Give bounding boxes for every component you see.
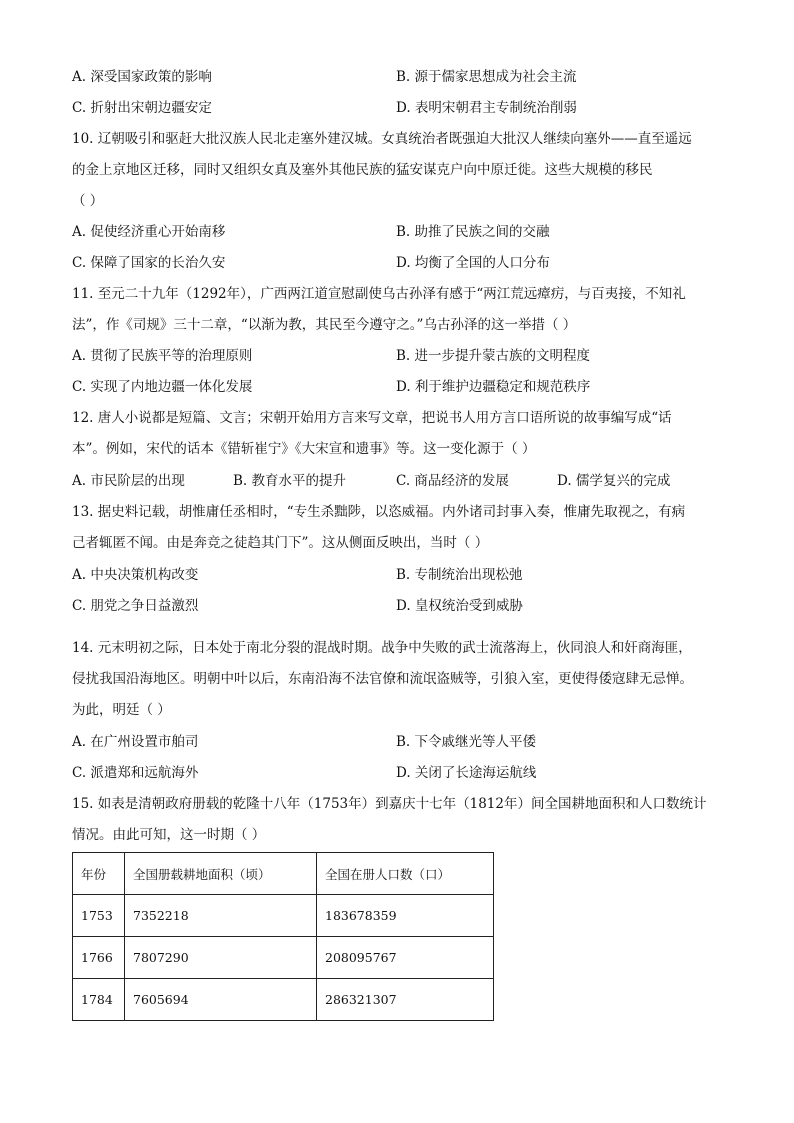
q12-stem-line-2: 本”。例如，宋代的话本《错斩崔宁》《大宋宣和遗事》等。这一变化源于（ ）	[72, 441, 536, 457]
table-cell-population: 286321307	[317, 979, 494, 1021]
q9-option-b[interactable]: B. 源于儒家思想成为社会主流	[396, 69, 577, 85]
table-header-cell: 年份	[73, 853, 125, 895]
table-header-cell: 全国在册人口数（口）	[317, 853, 494, 895]
q15-data-table	[72, 852, 494, 1021]
q14-option-b[interactable]: B. 下令戚继光等人平倭	[396, 734, 537, 750]
table-cell-population: 208095767	[317, 937, 494, 979]
q11-stem-line-1: 11. 至元二十九年（1292年），广西两江道宣慰副使乌古孙泽有感于“两江荒远瘴疠，与百夷接，不知礼	[72, 286, 686, 302]
q10-stem-line-2: 的金上京地区迁移，同时又组织女真及塞外其他民族的猛安谋克户向中原迁徙。这些大规模的移民	[72, 162, 653, 178]
q11-option-b[interactable]: B. 进一步提升蒙古族的文明程度	[396, 348, 591, 364]
table-cell-land: 7807290	[125, 937, 317, 979]
q15-stem-line-1: 15. 如表是清朝政府册载的乾隆十八年（1753年）到嘉庆十七年（1812年）间全国耕地面积和人口数统计	[72, 796, 707, 812]
q9-option-c[interactable]: C. 折射出宋朝边疆安定	[72, 100, 212, 116]
table-cell-year: 1753	[73, 895, 125, 937]
q10-stem-line-3: （ ）	[72, 193, 104, 209]
q15-stem-line-2: 情况。由此可知，这一时期（ ）	[72, 827, 266, 843]
q12-option-a[interactable]: A. 市民阶层的出现	[72, 473, 185, 489]
q11-option-c[interactable]: C. 实现了内地边疆一体化发展	[72, 379, 253, 395]
q14-option-d[interactable]: D. 关闭了长途海运航线	[396, 765, 537, 781]
q14-option-a[interactable]: A. 在广州设置市舶司	[72, 734, 199, 750]
table-cell-year: 1784	[73, 979, 125, 1021]
q14-option-c[interactable]: C. 派遣郑和远航海外	[72, 765, 199, 781]
q12-option-c[interactable]: C. 商品经济的发展	[396, 473, 509, 489]
table-row	[73, 979, 494, 1021]
q14-stem-line-2: 侵扰我国沿海地区。明朝中叶以后，东南沿海不法官僚和流氓盗贼等，引狼入室，更使得倭寇肆无忌惮。	[72, 671, 693, 687]
q11-option-a[interactable]: A. 贯彻了民族平等的治理原则	[72, 348, 253, 364]
q10-option-b[interactable]: B. 助推了民族之间的交融	[396, 224, 550, 240]
q10-option-d[interactable]: D. 均衡了全国的人口分布	[396, 255, 550, 271]
table-cell-year: 1766	[73, 937, 125, 979]
q13-option-d[interactable]: D. 皇权统治受到威胁	[396, 598, 523, 614]
q14-stem-line-3: 为此，明廷（ ）	[72, 702, 171, 718]
q13-option-c[interactable]: C. 朋党之争日益激烈	[72, 598, 199, 614]
q11-option-d[interactable]: D. 利于维护边疆稳定和规范秩序	[396, 379, 591, 395]
q13-option-b[interactable]: B. 专制统治出现松弛	[396, 567, 523, 583]
table-cell-land: 7605694	[125, 979, 317, 1021]
q14-stem-line-1: 14. 元末明初之际，日本处于南北分裂的混战时期。战争中失败的武士流落海上，伙同浪人和奸商海匪，	[72, 640, 692, 656]
q11-stem-line-2: 法”，作《司规》三十二章，“以渐为教，其民至今遵守之。”乌古孙泽的这一举措（ ）	[72, 317, 577, 333]
table-header-row	[73, 853, 494, 895]
q12-stem-line-1: 12. 唐人小说都是短篇、文言；宋朝开始用方言来写文章，把说书人用方言口语所说的故事编写成“话	[72, 410, 672, 426]
q13-option-a[interactable]: A. 中央决策机构改变	[72, 567, 199, 583]
table-row	[73, 895, 494, 937]
q9-option-a[interactable]: A. 深受国家政策的影响	[72, 69, 212, 85]
q12-option-d[interactable]: D. 儒学复兴的完成	[557, 473, 671, 489]
q9-option-d[interactable]: D. 表明宋朝君主专制统治削弱	[396, 100, 577, 116]
table-cell-land: 7352218	[125, 895, 317, 937]
q10-stem-line-1: 10. 辽朝吸引和驱赶大批汉族人民北走塞外建汉城。女真统治者既强迫大批汉人继续向塞外——直至遥远	[72, 131, 692, 147]
q10-option-c[interactable]: C. 保障了国家的长治久安	[72, 255, 226, 271]
table-row	[73, 937, 494, 979]
q10-option-a[interactable]: A. 促使经济重心开始南移	[72, 224, 226, 240]
q13-stem-line-2: 己者辄匿不闻。由是奔竞之徒趋其门下”。这从侧面反映出，当时（ ）	[72, 535, 489, 551]
table-cell-population: 183678359	[317, 895, 494, 937]
table-header-cell: 全国册载耕地面积（顷）	[125, 853, 317, 895]
q12-option-b[interactable]: B. 教育水平的提升	[233, 473, 347, 489]
q13-stem-line-1: 13. 据史料记载，胡惟庸任丞相时，“专生杀黜陟，以恣威福。内外诸司封事入奏，惟庸先取视之，有病	[72, 504, 686, 520]
